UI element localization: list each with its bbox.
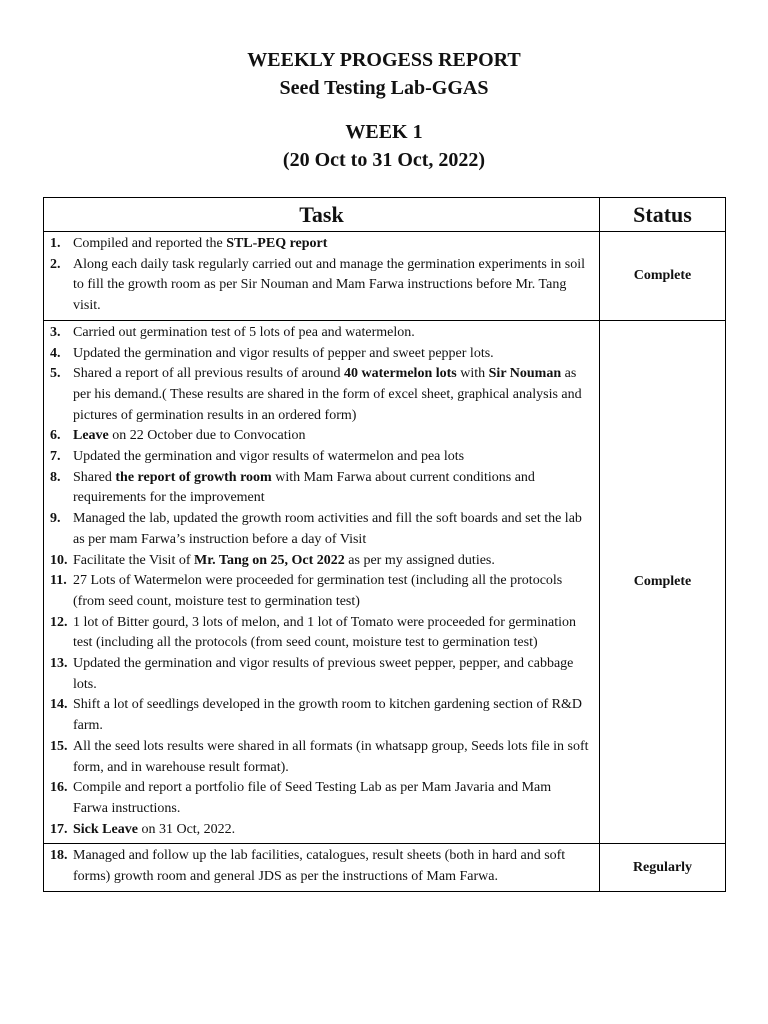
item-number: 12. — [50, 614, 68, 630]
report-title: WEEKLY PROGESS REPORT — [247, 49, 521, 71]
item-number: 8. — [50, 469, 61, 485]
list-item — [50, 255, 589, 317]
list-item — [50, 426, 589, 447]
table-row — [44, 844, 726, 891]
task-cell — [44, 844, 600, 891]
task-list — [50, 323, 589, 841]
item-text-bold: 40 watermelon lots — [343, 366, 457, 382]
week-label: WEEK 1 — [345, 121, 423, 143]
task-list — [50, 234, 589, 317]
item-number: 14. — [50, 697, 68, 713]
item-number: 13. — [50, 656, 68, 672]
item-number: 5. — [50, 366, 61, 382]
item-number: 10. — [50, 552, 68, 568]
item-text: Shift a lot of seedlings developed in the growth room to kitchen gardening section of R&D farm. — [73, 697, 582, 734]
list-item — [50, 509, 589, 550]
task-column-header: Task — [44, 198, 600, 232]
item-number: 1. — [50, 236, 61, 251]
status-cell: Regularly — [600, 844, 726, 891]
item-text: Updated the germination and vigor results of previous sweet pepper, pepper, and cabbage lots. — [73, 656, 574, 692]
table-header-row — [44, 198, 726, 232]
item-text: on 31 Oct, 2022. — [137, 821, 236, 837]
item-number: 15. — [50, 738, 68, 754]
item-text: Along each daily task regularly carried out and manage the germination experiments in soil to fill the growth room as per Sir Nouman and Mam Farwa instructions before Mr. Tang visit. — [73, 256, 585, 314]
item-text: Managed and follow up the lab facilities, catalogues, result sheets (both in hard and soft forms) growth room and general JDS as per the instructions of Mam Farwa. — [73, 848, 566, 885]
item-text: Updated the germination and vigor results of pepper and sweet pepper lots. — [73, 345, 494, 361]
task-list — [50, 846, 589, 887]
date-range: (20 Oct to 31 Oct, 2022) — [282, 149, 486, 171]
task-cell — [44, 320, 600, 844]
item-number: 18. — [50, 848, 68, 864]
item-text: All the seed lots results were shared in all formats (in whatsapp group, Seeds lots file in soft form, and in warehouse result format). — [73, 738, 589, 775]
item-number: 2. — [50, 256, 61, 272]
table-row — [44, 232, 726, 321]
item-text: Managed the lab, updated the growth room activities and fill the soft boards and set the lab as per mam Farwa’s instruction before a day of Visit — [73, 511, 582, 547]
item-text: Facilitate the Visit of — [73, 552, 194, 568]
progress-table — [43, 197, 726, 892]
list-item — [50, 468, 589, 509]
item-text: Shared — [73, 469, 116, 485]
item-number: 11. — [50, 573, 67, 589]
item-number: 16. — [50, 780, 68, 796]
item-text: with Mam Farwa about current conditions and requirements for the improvement — [73, 469, 535, 506]
lab-name: Seed Testing Lab-GGAS — [279, 77, 489, 99]
list-item — [50, 551, 589, 572]
item-number: 3. — [50, 324, 61, 340]
item-text: Compile and report a portfolio file of Seed Testing Lab as per Mam Javaria and Mam Farwa instructions. — [73, 780, 552, 816]
list-item — [50, 571, 589, 612]
table-row — [44, 320, 726, 844]
item-text: 1 lot of Bitter gourd, 3 lots of melon, and 1 lot of Tomato were proceeded for germination test (including all the protocols (from seed count, moisture test to germination test) — [73, 614, 577, 651]
task-cell — [44, 232, 600, 321]
list-item — [50, 447, 589, 468]
item-text-bold: STL-PEQ report — [226, 236, 328, 251]
status-column-header: Status — [600, 198, 726, 232]
item-text-bold: Sick Leave — [73, 821, 138, 837]
item-number: 9. — [50, 511, 61, 527]
item-text: with — [456, 366, 489, 382]
list-item — [50, 778, 589, 819]
item-text: Compiled and reported the — [73, 236, 227, 251]
item-text: Updated the germination and vigor results of watermelon and pea lots — [73, 449, 465, 465]
item-number: 6. — [50, 428, 61, 444]
list-item — [50, 344, 589, 365]
item-text-bold: Mr. Tang on 25, Oct 2022 — [194, 552, 345, 568]
item-text-bold: the report of growth room — [115, 469, 272, 485]
item-text: on 22 October due to Convocation — [108, 428, 306, 444]
status-cell: Complete — [600, 320, 726, 844]
status-cell: Complete — [600, 232, 726, 321]
list-item — [50, 737, 589, 778]
list-item — [50, 613, 589, 654]
item-text: as per my assigned duties. — [344, 552, 495, 568]
list-item — [50, 820, 589, 841]
table-body — [44, 232, 726, 892]
list-item — [50, 654, 589, 695]
item-text: 27 Lots of Watermelon were proceeded for germination test (including all the protocols (from seed count, moisture test to germination test) — [73, 573, 563, 609]
item-text: Shared a report of all previous results of around — [73, 366, 344, 382]
list-item — [50, 323, 589, 344]
item-number: 7. — [50, 449, 61, 465]
list-item — [50, 695, 589, 736]
item-text-bold: Sir Nouman — [488, 366, 562, 382]
list-item — [50, 234, 589, 255]
item-text-bold: Leave — [73, 428, 109, 444]
list-item — [50, 846, 589, 887]
item-text: Carried out germination test of 5 lots of pea and watermelon. — [73, 324, 415, 340]
item-text: as per his demand.( These results are shared in the form of excel sheet, graphical analysis and pictures of germination results in an ordered form) — [73, 366, 582, 423]
item-number: 17. — [50, 821, 68, 837]
list-item — [50, 364, 589, 426]
item-number: 4. — [50, 345, 61, 361]
